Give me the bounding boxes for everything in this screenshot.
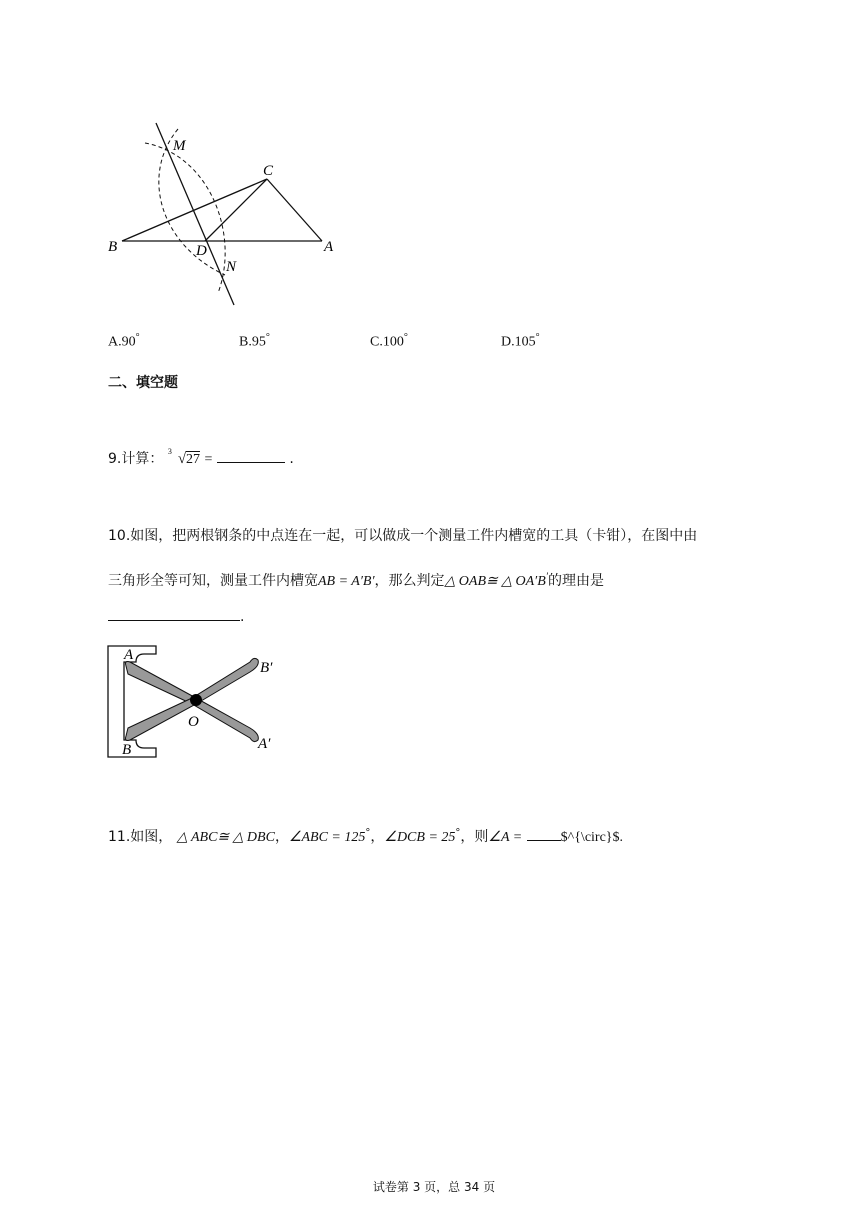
q10-answer-blank[interactable] — [108, 620, 240, 621]
label-Bprime-cal: B′ — [260, 660, 273, 676]
section-heading: 二、填空题 — [108, 375, 178, 391]
arc-left — [159, 129, 225, 275]
q9-equals: = — [204, 452, 213, 467]
q9-prefix: 9.计算： — [108, 451, 164, 467]
segment-BC — [122, 179, 267, 241]
label-C: C — [263, 163, 274, 179]
label-N: N — [226, 259, 237, 275]
option-b: B.95° — [239, 332, 270, 350]
label-B: B — [108, 239, 118, 255]
label-D: D — [196, 243, 207, 259]
q9-root: 3 √27 — [167, 447, 201, 467]
question-10-line2: 三角形全等可知，测量工件内槽宽AB = A′B′，那么判定△ OAB≅ △ OA′B′的理由是 — [108, 571, 604, 589]
option-a: A.90° — [108, 332, 140, 350]
triangle-construction-figure — [100, 115, 350, 315]
q9-answer-blank[interactable] — [217, 462, 285, 463]
label-A-cal: A — [124, 647, 134, 663]
option-c: C.100° — [370, 332, 408, 350]
label-Aprime-cal: A′ — [258, 736, 271, 752]
caliper-figure — [100, 640, 300, 765]
arc-right — [145, 143, 225, 293]
question-11: 11.如图， △ ABC≅ △ DBC，∠ABC = 125°，∠DCB = 25°，则∠A = $^{\circ}$. — [108, 827, 624, 845]
q11-answer-blank[interactable] — [527, 840, 561, 841]
segment-CA — [267, 179, 322, 241]
question-9: 9.计算： 3 √27 = . — [108, 447, 294, 467]
label-O-cal: O — [188, 714, 199, 730]
page-footer: 试卷第 3 页，总 34 页 — [372, 1180, 496, 1194]
label-A: A — [324, 239, 334, 255]
question-10-line1: 10.如图，把两根钢条的中点连在一起，可以做成一个测量工件内槽宽的工具（卡钳），在图中由 — [108, 528, 698, 544]
pivot-O — [190, 694, 202, 706]
segment-DC — [205, 179, 267, 241]
option-d: D.105° — [501, 332, 540, 350]
label-B-cal: B — [122, 742, 132, 758]
question-10-line3: . — [108, 609, 244, 625]
label-M: M — [173, 138, 186, 154]
